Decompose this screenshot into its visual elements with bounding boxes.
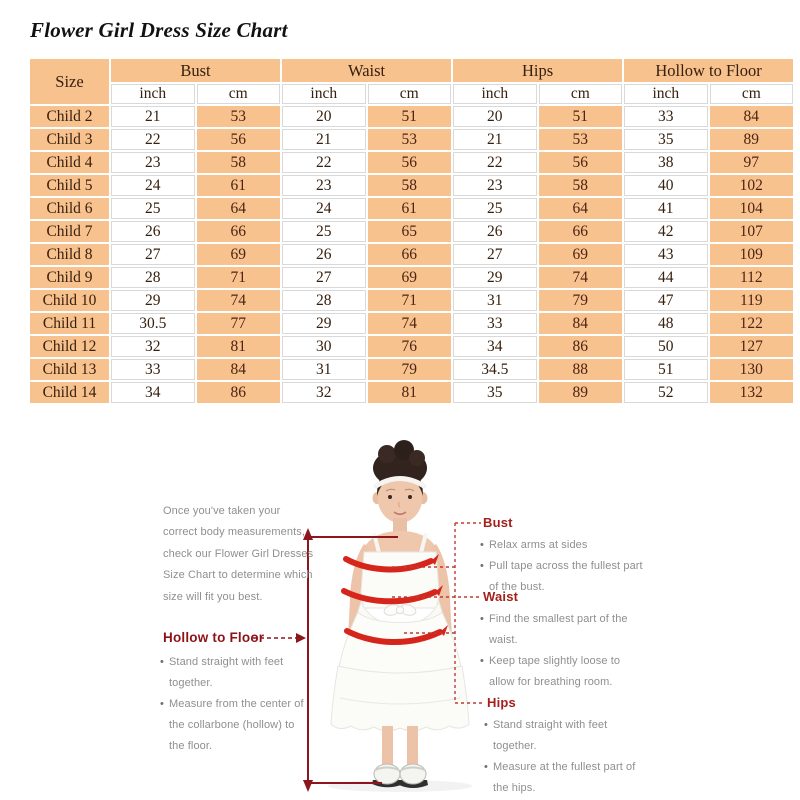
table-row xyxy=(30,129,793,150)
measurement-cell: 51 xyxy=(539,106,623,127)
shoes xyxy=(372,764,428,788)
waist-bullets xyxy=(480,609,648,693)
measurement-cell: 112 xyxy=(710,267,794,288)
measurement-cell: 23 xyxy=(453,175,537,196)
unit-header: cm xyxy=(368,84,452,104)
measurement-cell: 21 xyxy=(282,129,366,150)
table-row xyxy=(30,382,793,403)
measurement-cell: 23 xyxy=(282,175,366,196)
hollow-to-floor-bullets xyxy=(160,652,310,756)
measurement-cell: 21 xyxy=(111,106,195,127)
girl-illustration xyxy=(328,440,472,792)
measurement-cell: 79 xyxy=(539,290,623,311)
bullet-item: • Find the smallest part of the waist. xyxy=(480,609,648,651)
measurement-cell: 89 xyxy=(539,382,623,403)
size-cell: Child 13 xyxy=(30,359,109,380)
table-row xyxy=(30,244,793,265)
measurement-cell: 89 xyxy=(710,129,794,150)
measurement-cell: 33 xyxy=(453,313,537,334)
bust-heading: Bust xyxy=(483,515,513,530)
bullet-item: • Measure from the center of the collarbone (hollow) to the floor. xyxy=(160,694,310,757)
table-row xyxy=(30,221,793,242)
page-title: Flower Girl Dress Size Chart xyxy=(30,18,288,42)
measurement-cell: 32 xyxy=(111,336,195,357)
measurement-cell: 66 xyxy=(539,221,623,242)
measurement-cell: 107 xyxy=(710,221,794,242)
unit-header: inch xyxy=(111,84,195,104)
size-cell: Child 3 xyxy=(30,129,109,150)
measurement-cell: 20 xyxy=(453,106,537,127)
size-column-header: Size xyxy=(30,59,109,104)
group-header: Bust xyxy=(111,59,280,82)
measurement-cell: 51 xyxy=(624,359,708,380)
size-cell: Child 5 xyxy=(30,175,109,196)
measurement-cell: 104 xyxy=(710,198,794,219)
measurement-cell: 130 xyxy=(710,359,794,380)
measurement-cell: 119 xyxy=(710,290,794,311)
size-cell: Child 12 xyxy=(30,336,109,357)
group-header: Waist xyxy=(282,59,451,82)
measurement-cell: 65 xyxy=(368,221,452,242)
measurement-cell: 41 xyxy=(624,198,708,219)
measurement-cell: 74 xyxy=(368,313,452,334)
hips-heading: Hips xyxy=(487,695,516,710)
size-cell: Child 7 xyxy=(30,221,109,242)
measurement-cell: 26 xyxy=(111,221,195,242)
bullet-item: • Relax arms at sides xyxy=(480,535,648,556)
measurement-cell: 29 xyxy=(111,290,195,311)
measurement-cell: 84 xyxy=(710,106,794,127)
measurement-cell: 50 xyxy=(624,336,708,357)
unit-header: cm xyxy=(710,84,794,104)
measurement-cell: 40 xyxy=(624,175,708,196)
measurement-cell: 64 xyxy=(539,198,623,219)
table-row xyxy=(30,359,793,380)
measurement-cell: 25 xyxy=(282,221,366,242)
measurement-cell: 58 xyxy=(539,175,623,196)
measurement-cell: 31 xyxy=(282,359,366,380)
bullet-item: • Stand straight with feet together. xyxy=(160,652,310,694)
measurement-cell: 29 xyxy=(453,267,537,288)
measurement-cell: 21 xyxy=(453,129,537,150)
size-cell: Child 10 xyxy=(30,290,109,311)
measurement-cell: 56 xyxy=(539,152,623,173)
table-row xyxy=(30,152,793,173)
waist-heading: Waist xyxy=(483,589,519,604)
size-cell: Child 9 xyxy=(30,267,109,288)
size-cell: Child 11 xyxy=(30,313,109,334)
neck xyxy=(393,518,407,533)
measurement-cell: 81 xyxy=(197,336,281,357)
measurement-cell: 66 xyxy=(368,244,452,265)
unit-header: cm xyxy=(197,84,281,104)
measurement-cell: 31 xyxy=(453,290,537,311)
arrow-down-icon xyxy=(303,780,313,792)
measurement-cell: 52 xyxy=(624,382,708,403)
measurement-cell: 132 xyxy=(710,382,794,403)
measurement-cell: 26 xyxy=(453,221,537,242)
measurement-cell: 47 xyxy=(624,290,708,311)
measurement-cell: 34.5 xyxy=(453,359,537,380)
table-row xyxy=(30,290,793,311)
measurement-cell: 34 xyxy=(453,336,537,357)
unit-header: inch xyxy=(624,84,708,104)
table-row xyxy=(30,198,793,219)
measurement-cell: 30 xyxy=(282,336,366,357)
measurement-cell: 66 xyxy=(197,221,281,242)
measurement-cell: 35 xyxy=(453,382,537,403)
measurement-cell: 27 xyxy=(111,244,195,265)
measurement-cell: 44 xyxy=(624,267,708,288)
unit-header: inch xyxy=(453,84,537,104)
measurement-cell: 28 xyxy=(111,267,195,288)
measurement-cell: 86 xyxy=(539,336,623,357)
measurement-cell: 58 xyxy=(197,152,281,173)
table-row xyxy=(30,267,793,288)
measurement-cell: 61 xyxy=(197,175,281,196)
measurement-cell: 28 xyxy=(282,290,366,311)
measurement-cell: 77 xyxy=(197,313,281,334)
measurement-cell: 122 xyxy=(710,313,794,334)
size-cell: Child 2 xyxy=(30,106,109,127)
measurement-cell: 24 xyxy=(111,175,195,196)
measurement-cell: 43 xyxy=(624,244,708,265)
hips-bullets xyxy=(484,715,654,799)
bullet-item: • Measure at the fullest part of the hips. xyxy=(484,757,654,799)
size-cell: Child 14 xyxy=(30,382,109,403)
measurement-cell: 79 xyxy=(368,359,452,380)
intro-text: Once you've taken your correct body measurements, check our Flower Girl Dresses Size Chart to determine which size will fit you best. xyxy=(163,505,314,603)
measurement-cell: 22 xyxy=(111,129,195,150)
measurement-cell: 86 xyxy=(197,382,281,403)
measurement-cell: 22 xyxy=(282,152,366,173)
group-header: Hollow to Floor xyxy=(624,59,793,82)
measurement-cell: 25 xyxy=(453,198,537,219)
measurement-cell: 71 xyxy=(368,290,452,311)
measurement-cell: 64 xyxy=(197,198,281,219)
measurement-cell: 32 xyxy=(282,382,366,403)
bullet-item: • Keep tape slightly loose to allow for breathing room. xyxy=(480,651,648,693)
hollow-to-floor-heading: Hollow to Floor xyxy=(163,630,265,645)
size-chart-table xyxy=(28,57,795,405)
measurement-cell: 81 xyxy=(368,382,452,403)
measurement-cell: 53 xyxy=(197,106,281,127)
size-cell: Child 8 xyxy=(30,244,109,265)
measurement-cell: 34 xyxy=(111,382,195,403)
measurement-cell: 26 xyxy=(282,244,366,265)
measurement-cell: 69 xyxy=(197,244,281,265)
measurement-cell: 53 xyxy=(368,129,452,150)
measurement-cell: 56 xyxy=(368,152,452,173)
measurement-cell: 27 xyxy=(453,244,537,265)
measurement-cell: 127 xyxy=(710,336,794,357)
measurement-cell: 27 xyxy=(282,267,366,288)
measurement-cell: 69 xyxy=(368,267,452,288)
measurement-cell: 35 xyxy=(624,129,708,150)
arrow-right-icon xyxy=(296,633,306,643)
measurement-cell: 76 xyxy=(368,336,452,357)
measurement-cell: 97 xyxy=(710,152,794,173)
size-cell: Child 4 xyxy=(30,152,109,173)
measurement-cell: 33 xyxy=(111,359,195,380)
measurement-cell: 29 xyxy=(282,313,366,334)
measurement-cell: 42 xyxy=(624,221,708,242)
measurement-cell: 48 xyxy=(624,313,708,334)
table-row xyxy=(30,175,793,196)
measurement-cell: 74 xyxy=(539,267,623,288)
unit-header: cm xyxy=(539,84,623,104)
measurement-cell: 58 xyxy=(368,175,452,196)
measurement-cell: 51 xyxy=(368,106,452,127)
measurement-cell: 109 xyxy=(710,244,794,265)
measurement-cell: 53 xyxy=(539,129,623,150)
measurement-cell: 20 xyxy=(282,106,366,127)
measurement-cell: 56 xyxy=(197,129,281,150)
measurement-cell: 61 xyxy=(368,198,452,219)
size-cell: Child 6 xyxy=(30,198,109,219)
table-row xyxy=(30,336,793,357)
measurement-cell: 69 xyxy=(539,244,623,265)
measurement-cell: 38 xyxy=(624,152,708,173)
measurement-cell: 88 xyxy=(539,359,623,380)
measurement-cell: 74 xyxy=(197,290,281,311)
measurement-cell: 84 xyxy=(539,313,623,334)
dress-skirt-lower xyxy=(331,666,469,731)
measurement-cell: 102 xyxy=(710,175,794,196)
measurement-cell: 22 xyxy=(453,152,537,173)
measurement-guide-section xyxy=(0,440,800,800)
measurement-cell: 33 xyxy=(624,106,708,127)
measurement-cell: 71 xyxy=(197,267,281,288)
measurement-cell: 25 xyxy=(111,198,195,219)
table-row xyxy=(30,313,793,334)
measurement-cell: 23 xyxy=(111,152,195,173)
measurement-cell: 24 xyxy=(282,198,366,219)
unit-header: inch xyxy=(282,84,366,104)
table-row xyxy=(30,106,793,127)
group-header: Hips xyxy=(453,59,622,82)
bullet-item: • Pull tape across the fullest part of the bust. xyxy=(480,556,648,598)
bullet-item: • Stand straight with feet together. xyxy=(484,715,654,757)
measurement-diagram xyxy=(0,440,800,800)
measurement-cell: 30.5 xyxy=(111,313,195,334)
measurement-cell: 84 xyxy=(197,359,281,380)
